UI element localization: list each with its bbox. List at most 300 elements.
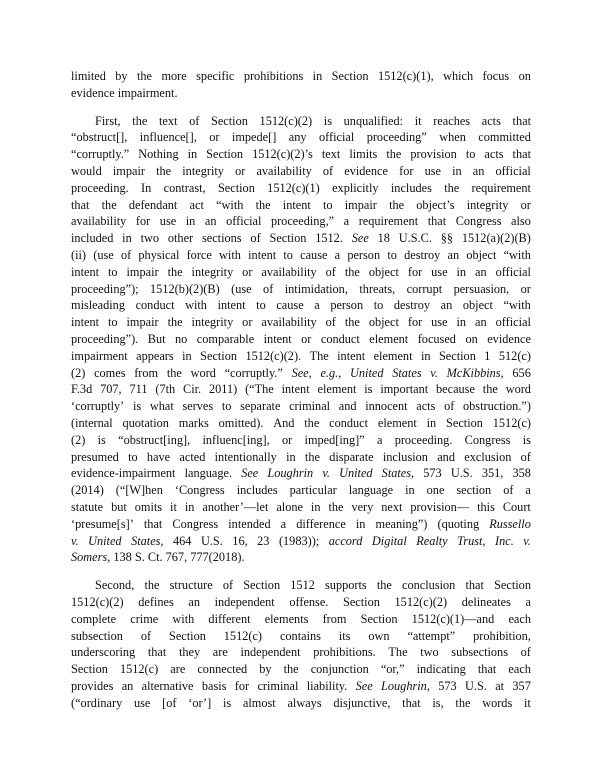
body-word: for	[407, 264, 423, 279]
body-word: 1512(c)(2)	[394, 594, 448, 609]
text-line	[71, 281, 531, 298]
body-word: the	[386, 147, 402, 162]
text-line	[71, 678, 531, 695]
body-word: criminal	[289, 399, 331, 414]
body-word: any	[288, 130, 307, 145]
body-word: conduct	[135, 298, 175, 313]
body-word: word	[190, 365, 216, 380]
body-word: in	[286, 449, 296, 464]
body-word: Section	[243, 578, 281, 593]
body-word: its	[338, 628, 351, 643]
body-word: integrity	[182, 163, 224, 178]
body-word: 1512(c)(2)	[259, 113, 313, 128]
text-line	[71, 449, 531, 466]
body-word: omits	[134, 499, 163, 514]
body-word: “corruptly.”	[71, 147, 130, 162]
body-word: is	[97, 432, 106, 447]
body-word: And	[273, 415, 295, 430]
body-word: of	[503, 483, 514, 498]
body-word: intent	[282, 197, 311, 212]
text-line	[71, 213, 531, 230]
body-word: of	[444, 399, 455, 414]
text-line	[71, 594, 531, 611]
text-line	[71, 85, 531, 102]
body-word: in	[185, 214, 196, 229]
text-line	[71, 577, 531, 594]
body-word: an	[440, 298, 453, 313]
body-word: [of	[162, 695, 177, 710]
body-word: defendant	[128, 197, 178, 212]
body-word: 1512(b)(2)(B)	[150, 281, 220, 296]
citation-italic-word: Loughrin,	[381, 678, 430, 693]
text-line	[71, 163, 531, 180]
body-word: in	[456, 315, 467, 330]
body-word: contains	[279, 628, 321, 643]
body-word: or	[520, 281, 531, 296]
body-word: corrupt	[406, 281, 443, 296]
body-word: section	[456, 483, 492, 498]
body-word: 1512(c)(2)’s	[252, 147, 313, 162]
body-word: from	[322, 611, 347, 626]
body-word: prohibition,	[473, 628, 531, 643]
body-word: connected	[197, 662, 248, 677]
body-word: the	[304, 449, 320, 464]
body-word: an	[472, 163, 485, 178]
body-word: 2011)	[208, 382, 238, 397]
text-line	[71, 381, 531, 398]
body-word: or	[242, 264, 253, 279]
body-word: availability	[261, 264, 317, 279]
body-word: provision—	[410, 499, 470, 514]
body-word: are	[212, 645, 228, 660]
body-word: of	[140, 628, 152, 643]
body-word: the	[328, 499, 344, 514]
body-word: proceeding.	[394, 432, 453, 447]
body-word: the	[304, 415, 320, 430]
body-word: to	[221, 399, 232, 414]
body-word: because	[436, 382, 475, 397]
body-word: availability	[71, 214, 127, 229]
body-word: almost	[242, 695, 276, 710]
body-word: the	[344, 315, 360, 330]
body-word: limits	[349, 147, 378, 162]
body-word: 573	[423, 466, 442, 481]
body-word: misleading	[71, 298, 125, 313]
body-word: Cir.	[183, 382, 202, 397]
body-word: disparate	[329, 449, 374, 464]
body-word: intent	[281, 382, 310, 397]
body-word: an	[204, 214, 217, 229]
body-word: a	[525, 483, 531, 498]
body-word: acts	[484, 147, 504, 162]
text-line	[71, 628, 531, 645]
body-word: element	[317, 382, 357, 397]
body-word: unqualified:	[343, 113, 404, 128]
body-word: 1512(c)(1),	[377, 69, 434, 83]
body-word: Section	[211, 113, 248, 128]
text-line	[71, 197, 531, 214]
body-word: of	[263, 281, 274, 296]
body-word: obstruction.”)	[463, 399, 531, 414]
body-word: the	[389, 197, 405, 212]
body-word: from	[134, 365, 159, 380]
body-word: a	[280, 516, 287, 531]
body-word: Section	[217, 180, 255, 195]
body-word: official	[495, 315, 531, 330]
body-word: to	[387, 247, 397, 262]
body-word: disjunctive,	[333, 695, 391, 710]
citation-italic-word: Digital	[371, 533, 407, 548]
body-word: Section	[269, 231, 307, 246]
body-word: (2014)	[71, 483, 104, 498]
body-word: to	[465, 147, 476, 162]
body-word: prohibitions.	[313, 645, 376, 660]
body-word: the	[132, 113, 148, 128]
body-word: in	[310, 499, 321, 514]
body-word: words	[482, 695, 513, 710]
body-word: acted	[179, 449, 206, 464]
body-word: Second,	[95, 578, 135, 593]
body-word: 351,	[481, 466, 504, 481]
body-word: for	[407, 315, 423, 330]
body-word: of	[222, 578, 234, 593]
body-word: Section	[446, 415, 483, 430]
body-word: 1512(c)(2)	[71, 594, 124, 609]
body-word: or	[520, 197, 531, 212]
body-word: ‘or’]	[188, 695, 212, 710]
body-word: “with	[503, 298, 531, 313]
body-word: independent	[214, 594, 275, 609]
body-word: in	[184, 499, 195, 514]
body-word: (1983));	[278, 533, 320, 548]
body-word: in	[182, 348, 192, 363]
body-word: or	[301, 331, 312, 346]
body-word: defines	[138, 594, 174, 609]
body-word: basis	[201, 678, 227, 693]
body-word: is	[323, 113, 332, 128]
body-word: they	[178, 645, 201, 660]
body-word: a	[525, 594, 531, 609]
body-word: that	[477, 662, 497, 677]
body-word: evidence-impairment	[71, 466, 176, 481]
body-word: official	[318, 130, 355, 145]
body-word: independent	[240, 645, 301, 660]
body-word: contrast,	[163, 180, 206, 195]
body-word: the	[101, 197, 117, 212]
body-word: 711	[129, 382, 148, 397]
body-word: The	[309, 348, 329, 363]
body-word: focused	[417, 331, 456, 346]
body-word: (ii)	[71, 247, 87, 262]
body-word: 573	[438, 678, 457, 693]
body-word: own	[368, 628, 390, 643]
body-word: appears	[136, 348, 174, 363]
body-word: language.	[184, 466, 233, 481]
body-word: (use	[231, 281, 252, 296]
body-word: language	[348, 483, 394, 498]
body-word: the	[444, 180, 460, 195]
body-word: Section	[331, 69, 369, 83]
body-word: or	[242, 315, 253, 330]
body-word: object	[466, 247, 497, 262]
body-word: Section	[438, 348, 476, 363]
body-word: by	[259, 662, 272, 677]
body-word: 358	[512, 466, 531, 481]
body-word: destroy	[404, 247, 441, 262]
body-word: are	[170, 662, 186, 677]
body-word: “attempt”	[407, 628, 456, 643]
body-word: 707,	[100, 382, 122, 397]
document-text	[71, 68, 531, 711]
paragraph	[71, 113, 531, 567]
text-line	[71, 549, 531, 566]
body-word: includes	[236, 483, 278, 498]
body-word: impair	[126, 264, 159, 279]
text-line	[71, 129, 531, 146]
body-word: (quoting	[437, 516, 480, 531]
body-word: impair	[344, 197, 377, 212]
body-word: in	[452, 163, 462, 178]
body-word: acts	[416, 399, 436, 414]
body-word: of	[189, 113, 200, 128]
body-word: crime	[130, 611, 159, 626]
body-word: Section	[494, 578, 531, 593]
body-word: text	[321, 147, 341, 162]
body-word: complete	[71, 611, 117, 626]
body-word: have	[146, 449, 171, 464]
body-word: supports	[325, 578, 367, 593]
body-word: meaning”)	[375, 516, 428, 531]
citation-italic-word: States,	[381, 466, 415, 481]
body-word: the	[167, 264, 183, 279]
body-word: But	[147, 331, 166, 346]
body-word: “with	[503, 247, 531, 262]
citation-italic-word: United	[88, 533, 122, 548]
body-word: proceeding”).	[71, 331, 139, 346]
body-word: included	[71, 231, 114, 246]
body-word: different	[208, 611, 251, 626]
body-word: innocent	[365, 399, 408, 414]
body-word: statute	[71, 499, 104, 514]
text-line	[71, 314, 531, 331]
paragraph	[71, 68, 531, 102]
citation-italic-word: McKibbins,	[446, 365, 504, 380]
body-word: evidence	[344, 163, 388, 178]
body-word: in	[122, 231, 132, 246]
body-word: sections	[201, 231, 242, 246]
body-word: explicitly	[332, 180, 379, 195]
body-word: delineates	[461, 594, 511, 609]
text-line	[71, 398, 531, 415]
body-word: evidence	[487, 331, 531, 346]
body-word: that	[512, 113, 531, 128]
body-word: (7th	[155, 382, 176, 397]
body-word: conduct	[329, 415, 369, 430]
citation-italic-word: Trust,	[457, 533, 486, 548]
body-word: more	[161, 69, 187, 83]
body-word: the	[482, 382, 498, 397]
body-word: use	[431, 264, 448, 279]
body-word: Congress	[455, 214, 502, 229]
text-line	[71, 415, 531, 432]
body-word: the	[455, 695, 471, 710]
body-word: an	[475, 264, 487, 279]
body-word: intent	[71, 264, 100, 279]
body-word: element	[369, 331, 409, 346]
body-word: criminal	[257, 678, 299, 693]
body-word: two	[420, 645, 439, 660]
body-word: 1512(c)	[223, 628, 263, 643]
body-word: (2)	[71, 432, 86, 447]
body-word: 1512.	[315, 231, 343, 246]
body-word: in	[312, 69, 323, 83]
body-word: (“ordinary	[71, 695, 123, 710]
body-word: Section	[206, 147, 244, 162]
body-word: underscoring	[71, 645, 136, 660]
body-word: intentionally	[214, 449, 277, 464]
body-word: object	[368, 315, 399, 330]
body-word: that	[512, 147, 531, 162]
citation-italic-word: Loughrin	[267, 466, 314, 481]
body-word: the	[283, 662, 299, 677]
body-word: text	[158, 113, 178, 128]
body-word: a	[343, 214, 350, 229]
body-word: of	[520, 449, 531, 464]
body-word: imped[ing]”	[304, 432, 365, 447]
body-word: and	[437, 449, 455, 464]
body-word: particular	[289, 483, 337, 498]
body-word: Nothing	[138, 147, 179, 162]
body-word: object	[368, 264, 399, 279]
body-word: of	[325, 264, 336, 279]
body-word: always	[287, 695, 322, 710]
body-word: Court	[502, 499, 531, 514]
body-word: is,	[432, 695, 444, 710]
text-line	[71, 264, 531, 281]
body-word: for	[234, 678, 250, 693]
body-word: persuasion,	[453, 281, 510, 296]
body-word: in	[420, 348, 431, 363]
body-word: 512(c)	[498, 348, 531, 363]
body-word: structure	[169, 578, 213, 593]
body-word: indicating	[416, 662, 466, 677]
body-word: “or,”	[380, 662, 405, 677]
text-line	[71, 68, 531, 85]
text-line	[71, 331, 531, 348]
body-word: ‘presume[s]’	[71, 516, 134, 531]
body-word: impair	[126, 315, 159, 330]
body-word: integrity	[191, 264, 234, 279]
body-word: element	[373, 348, 413, 363]
body-word: person	[347, 247, 381, 262]
body-word: exclusion	[464, 449, 512, 464]
text-line	[71, 113, 531, 130]
text-line	[71, 180, 531, 197]
body-word: proceeding”	[366, 130, 427, 145]
body-word: Section	[168, 628, 206, 643]
text-line	[71, 482, 531, 499]
body-word: the	[156, 163, 172, 178]
body-word: Section	[200, 348, 238, 363]
citation-italic-word: United	[339, 466, 373, 481]
body-word: official	[495, 163, 531, 178]
body-word: this	[477, 499, 495, 514]
text-line	[71, 516, 531, 533]
body-word: the	[167, 315, 183, 330]
body-word: requirement	[358, 214, 419, 229]
citation-italic-word: United	[350, 365, 384, 380]
body-word: or	[235, 163, 246, 178]
body-word: in	[426, 415, 437, 430]
body-word: or	[209, 130, 220, 145]
body-word: would	[71, 163, 102, 178]
body-word: each	[508, 662, 531, 677]
text-line	[71, 661, 531, 678]
body-word: of	[322, 163, 334, 178]
text-line	[71, 365, 531, 382]
body-word: First,	[95, 113, 121, 128]
body-word: intent	[337, 348, 366, 363]
body-word: influenc[ing],	[202, 432, 270, 447]
text-line	[71, 247, 531, 264]
body-word: provides	[71, 678, 114, 693]
body-word: a	[314, 298, 320, 313]
body-word: conduct	[320, 331, 360, 346]
body-word: includes	[390, 180, 432, 195]
body-word: of	[325, 315, 336, 330]
body-word: which	[443, 69, 474, 83]
body-word: of	[520, 645, 531, 660]
text-line	[71, 533, 531, 550]
text-line	[71, 644, 531, 661]
body-word: 1	[484, 348, 491, 363]
body-word: when	[439, 130, 466, 145]
body-word: for	[135, 214, 151, 229]
body-word: object’s	[416, 197, 455, 212]
body-word: availability	[261, 315, 317, 330]
body-word: committed	[478, 130, 531, 145]
body-word: is	[132, 399, 142, 414]
body-word: Congress	[464, 432, 511, 447]
body-word: “corruptly.”	[224, 365, 283, 380]
body-word: that	[143, 516, 163, 531]
body-word: force	[186, 247, 212, 262]
body-word: that	[427, 214, 447, 229]
citation-italic-word: e.g.,	[320, 365, 342, 380]
body-word: Section	[71, 662, 108, 677]
citation-italic-text: Somers,	[71, 550, 111, 565]
body-word: Congress	[172, 516, 219, 531]
body-word: to	[323, 197, 333, 212]
body-word: one	[426, 483, 445, 498]
body-word: also	[511, 214, 531, 229]
body-word: In	[141, 180, 152, 195]
body-word: elements	[264, 611, 309, 626]
body-word: comes	[94, 365, 126, 380]
citation-italic-word: v.	[71, 533, 79, 548]
paragraph	[71, 577, 531, 711]
body-word: offense.	[289, 594, 329, 609]
body-word: 357	[512, 678, 531, 693]
body-word: in	[456, 264, 467, 279]
body-word: intent	[217, 298, 246, 313]
text-line	[71, 146, 531, 163]
body-word: 1512(c)(2).	[245, 348, 302, 363]
body-word: prohibitions	[243, 69, 304, 83]
body-word: of	[120, 247, 132, 262]
citation-italic-word: Realty	[416, 533, 448, 548]
body-word: Section	[360, 611, 398, 626]
